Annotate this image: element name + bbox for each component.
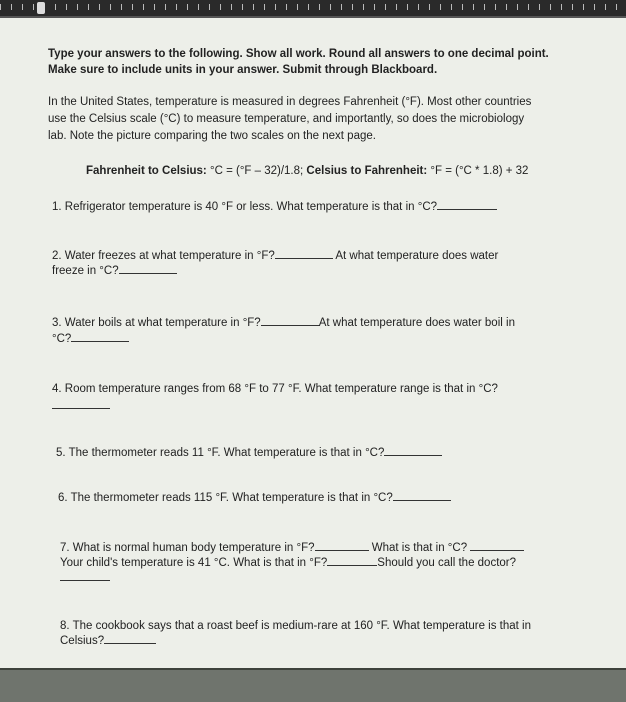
- answer-blank[interactable]: [52, 398, 110, 409]
- question-5: [56, 445, 442, 461]
- c2f-formula: °F = (°C * 1.8) + 32: [427, 165, 529, 177]
- question-7-text-c: Your child's temperature is 41 °C. What is that in °F?: [60, 557, 328, 569]
- f2c-formula: °C = (°F – 32)/1.8;: [206, 165, 307, 177]
- answer-blank[interactable]: [60, 570, 110, 581]
- question-3-text: 3. Water boils at what temperature in °F?: [52, 317, 261, 329]
- f2c-label: Fahrenheit to Celsius:: [86, 165, 207, 177]
- question-1-text: 1. Refrigerator temperature is 40 °F or less. What temperature is that in °C?: [52, 201, 438, 213]
- answer-blank[interactable]: [71, 331, 129, 342]
- c2f-label: Celsius to Fahrenheit:: [306, 165, 428, 177]
- question-7-text-b: What is that in °C?: [371, 542, 468, 554]
- question-7-answer: [60, 570, 110, 586]
- question-7-text: 7. What is normal human body temperature in °F?: [60, 542, 315, 554]
- answer-blank[interactable]: [393, 490, 451, 501]
- conversion-formula: [86, 163, 528, 179]
- question-4-answer: [52, 398, 110, 414]
- question-3-cont: [52, 331, 129, 347]
- question-3: [52, 315, 515, 331]
- question-7-text-d: Should you call the doctor?: [377, 557, 517, 569]
- question-7-cont: [60, 555, 516, 571]
- intro-line-2: Make sure to include units in your answer. Submit through Blackboard.: [48, 64, 438, 76]
- question-3-text-b: At what temperature does water boil in: [318, 317, 515, 329]
- question-2: [52, 248, 498, 264]
- question-8: 8. The cookbook says that a roast beef is medium-rare at 160 °F. What temperature is that in: [60, 620, 532, 632]
- answer-blank[interactable]: [315, 540, 369, 551]
- ruler: [0, 0, 626, 18]
- answer-blank[interactable]: [104, 633, 156, 644]
- paragraph-line-1: In the United States, temperature is measured in degrees Fahrenheit (°F). Most other countries: [48, 96, 532, 108]
- question-7: [60, 540, 524, 556]
- answer-blank[interactable]: [119, 263, 177, 274]
- question-2-text-b: At what temperature does water: [335, 250, 499, 262]
- question-2-text-c: freeze in °C?: [52, 265, 119, 277]
- window-bottom-bar: [0, 668, 626, 702]
- question-6-text: 6. The thermometer reads 115 °F. What temperature is that in °C?: [58, 492, 393, 504]
- question-2-cont: [52, 263, 177, 279]
- answer-blank[interactable]: [275, 248, 333, 259]
- question-2-text: 2. Water freezes at what temperature in °F?: [52, 250, 275, 262]
- answer-blank[interactable]: [384, 445, 442, 456]
- answer-blank[interactable]: [327, 555, 377, 566]
- question-6: [58, 490, 451, 506]
- question-3-text-c: °C?: [52, 333, 72, 345]
- paragraph-line-3: lab. Note the picture comparing the two scales on the next page.: [48, 130, 376, 142]
- answer-blank[interactable]: [437, 199, 497, 210]
- question-5-text: 5. The thermometer reads 11 °F. What temperature is that in °C?: [56, 447, 385, 459]
- question-8-cont: [60, 633, 156, 649]
- answer-blank[interactable]: [261, 315, 319, 326]
- question-4: 4. Room temperature ranges from 68 °F to 77 °F. What temperature range is that in °C?: [52, 383, 498, 395]
- answer-blank[interactable]: [470, 540, 524, 551]
- paragraph-line-2: use the Celsius scale (°C) to measure temperature, and importantly, so does the microbiology: [48, 113, 525, 125]
- intro-line-1: Type your answers to the following. Show all work. Round all answers to one decimal point.: [48, 48, 549, 60]
- question-8-text-b: Celsius?: [60, 635, 105, 647]
- ruler-indent-handle[interactable]: [37, 2, 45, 14]
- question-1: [52, 199, 497, 215]
